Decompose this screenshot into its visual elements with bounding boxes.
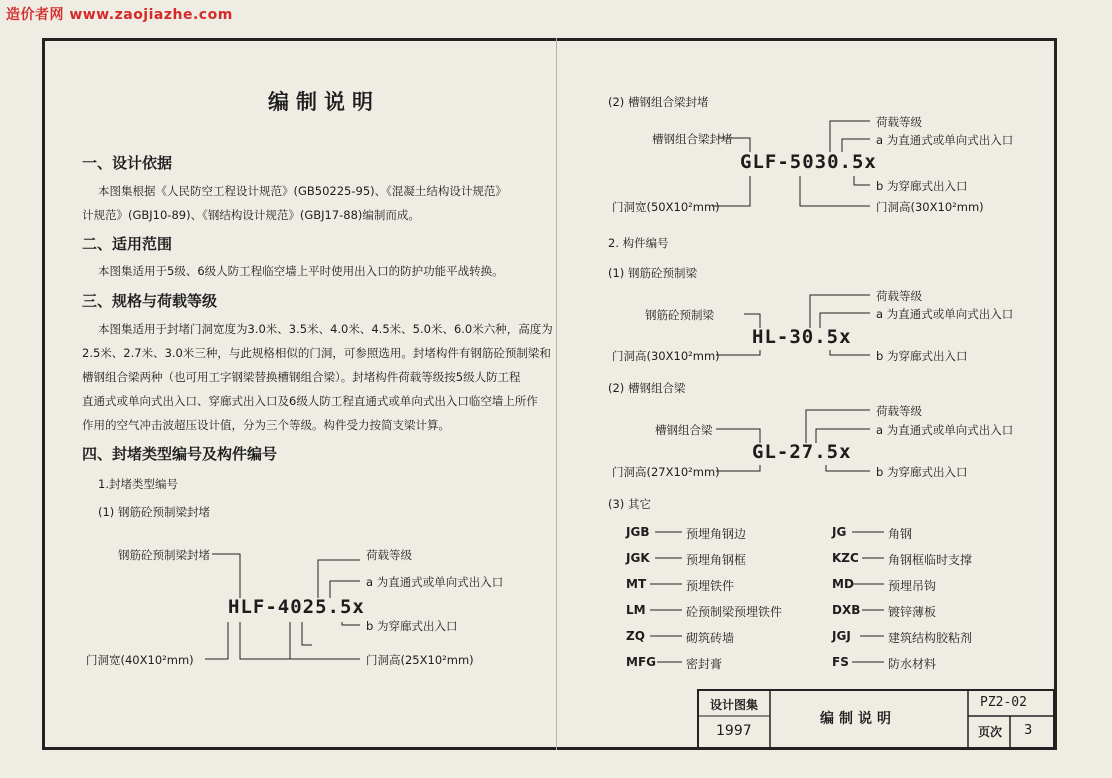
abbr-code: FS [832, 655, 849, 669]
title-block-page-label: 页次 [978, 725, 1003, 739]
sub-2-title: (2) 槽钢组合梁 [608, 381, 686, 395]
title-block [698, 690, 1054, 748]
abbr-meaning: 预埋角钢边 [686, 527, 747, 541]
diagram-3-b: b 为穿廊式出入口 [876, 349, 968, 363]
title-block-title: 编制说明 [820, 711, 896, 727]
leader-line [830, 121, 870, 152]
title-block-set-label: 设计图集 [710, 698, 759, 712]
leader-line [716, 465, 760, 471]
diagram-1-b: b 为穿廊式出入口 [366, 619, 458, 633]
diagram-4-load: 荷载等级 [876, 404, 922, 418]
section-4-sub-1: 1.封堵类型编号 [98, 477, 178, 491]
abbr-code: MFG [626, 655, 656, 669]
abbr-meaning: 预埋角钢框 [686, 553, 747, 567]
abbr-meaning: 密封膏 [686, 657, 723, 671]
leader-line [212, 554, 240, 598]
section-2-title: 2. 构件编号 [608, 236, 669, 250]
section-4-sub-1-item: (1) 钢筋砼预制梁封堵 [98, 505, 210, 519]
leader-line [205, 622, 228, 659]
abbr-code: MD [832, 577, 854, 591]
diagram-1-height: 门洞高(25X10²mm) [366, 653, 474, 667]
leader-line [718, 138, 750, 152]
section-2-heading: 二、适用范围 [82, 235, 173, 253]
section-4-heading: 四、封堵类型编号及构件编号 [82, 445, 278, 463]
abbr-meaning: 砌筑砖墙 [686, 631, 735, 645]
abbr-meaning: 预埋吊钩 [888, 579, 937, 593]
diagram-3-a: a 为直通式或单向式出入口 [876, 307, 1014, 321]
abbr-code: MT [626, 577, 647, 591]
sub-3-title: (3) 其它 [608, 497, 651, 511]
leader-line [716, 350, 760, 355]
leader-line [290, 622, 360, 659]
abbr-meaning: 角钢框临时支撑 [888, 553, 973, 567]
diagram-4-height: 门洞高(27X10²mm) [612, 465, 720, 479]
diagram-3-height: 门洞高(30X10²mm) [612, 349, 720, 363]
abbr-code: JGB [626, 525, 650, 539]
diagram-1-load: 荷载等级 [366, 548, 412, 562]
diagram-1-a: a 为直通式或单向式出入口 [366, 575, 504, 589]
diagram-2-code: GLF-5030.5x [740, 151, 877, 173]
abbr-meaning: 砼预制梁预埋铁件 [686, 605, 783, 619]
abbr-code: DXB [832, 603, 861, 617]
section-3-line-3: 槽钢组合梁两种（也可用工字钢梁替换槽钢组合梁）。封堵构件荷载等级按5级人防工程 [82, 370, 521, 384]
diagram-2-height: 门洞高(30X10²mm) [876, 200, 984, 214]
leader-line [854, 176, 870, 185]
section-2-line-1: 本图集适用于5级、6级人防工程临空墙上平时使用出入口的防护功能平战转换。 [98, 264, 504, 278]
page-title: 编制说明 [268, 90, 380, 114]
diagram-3-load: 荷载等级 [876, 289, 922, 303]
leader-line [842, 139, 870, 152]
leader-line [712, 176, 750, 206]
diagram-2-load: 荷载等级 [876, 115, 922, 129]
abbr-code: JGJ [832, 629, 851, 643]
leader-line [800, 176, 870, 206]
leader-line [810, 295, 870, 328]
leader-line [826, 465, 870, 471]
section-1-line-2: 计规范》(GBJ10-89)、《钢结构设计规范》(GBJ17-88)编制而成。 [82, 208, 420, 222]
watermark: 造价者网 www.zaojiazhe.com [6, 7, 233, 23]
abbr-meaning: 镀锌薄板 [888, 605, 937, 619]
title-block-page-no: 3 [1024, 723, 1033, 738]
diagram-2-label: 槽钢组合梁封堵 [652, 132, 733, 146]
sub-1-title: (1) 钢筋砼预制梁 [608, 266, 697, 280]
abbr-code: JG [832, 525, 847, 539]
section-3-line-2: 2.5米、2.7米、3.0米三种，与此规格相似的门洞，可参照选用。封堵构件有钢筋砼预制梁和 [82, 346, 551, 360]
diagram-1-code: HLF-4025.5x [228, 596, 365, 618]
item-2-title: (2) 槽钢组合梁封堵 [608, 95, 709, 109]
leader-line [744, 314, 760, 328]
leader-line [820, 313, 870, 328]
section-3-line-1: 本图集适用于封堵门洞宽度为3.0米、3.5米、4.0米、4.5米、5.0米、6.0米六种，高度为 [98, 322, 553, 336]
leader-line [240, 622, 360, 659]
section-3-heading: 三、规格与荷载等级 [82, 292, 218, 310]
title-block-year: 1997 [716, 723, 752, 739]
section-3-line-4: 直通式或单向式出入口、穿廊式出入口及6级人防工程直通式或单向式出入口临空墙上所作 [82, 394, 538, 408]
leader-line [302, 622, 312, 645]
abbr-meaning: 角钢 [888, 527, 913, 541]
section-3-line-5: 作用的空气冲击波超压设计值，分为三个等级。构件受力按简支梁计算。 [82, 418, 450, 432]
diagram-2-width: 门洞宽(50X10²mm) [612, 200, 720, 214]
diagram-1-label: 钢筋砼预制梁封堵 [118, 548, 210, 562]
leader-line [342, 622, 360, 625]
diagram-4-label: 槽钢组合梁 [655, 423, 713, 437]
diagram-2-a: a 为直通式或单向式出入口 [876, 133, 1014, 147]
diagram-1-width: 门洞宽(40X10²mm) [86, 653, 194, 667]
diagram-4-code: GL-27.5x [752, 441, 852, 463]
abbr-code: LM [626, 603, 646, 617]
abbr-meaning: 预埋铁件 [686, 579, 735, 593]
section-1-line-1: 本图集根据《人民防空工程设计规范》(GB50225-95)、《混凝土结构设计规范》 [98, 184, 507, 198]
leader-line [816, 429, 870, 443]
abbr-meaning: 建筑结构胶粘剂 [888, 631, 973, 645]
leader-line [830, 350, 870, 355]
abbr-code: ZQ [626, 629, 645, 643]
diagram-3-label: 钢筋砼预制梁 [645, 308, 714, 322]
abbr-meaning: 防水材料 [888, 657, 937, 671]
leader-line [716, 429, 760, 443]
abbr-code: JGK [626, 551, 650, 565]
leader-line [330, 581, 360, 598]
title-block-drawing-no: PZ2-02 [980, 695, 1027, 710]
diagram-2-b: b 为穿廊式出入口 [876, 179, 968, 193]
section-1-heading: 一、设计依据 [82, 154, 173, 172]
leader-line [318, 560, 360, 598]
diagram-4-a: a 为直通式或单向式出入口 [876, 423, 1014, 437]
abbr-code: KZC [832, 551, 859, 565]
diagram-4-b: b 为穿廊式出入口 [876, 465, 968, 479]
diagram-3-code: HL-30.5x [752, 326, 852, 348]
